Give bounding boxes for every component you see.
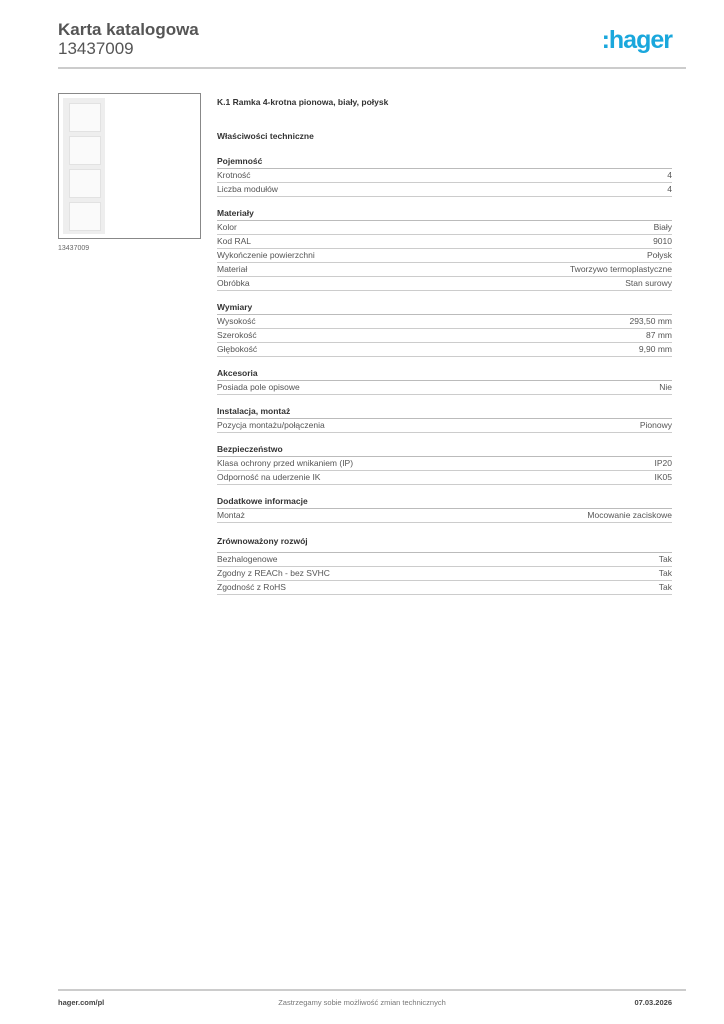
spec-row — [217, 343, 672, 357]
logo-text: hager — [608, 26, 672, 54]
spec-section — [217, 367, 672, 395]
spec-label: Posiada pole opisowe — [217, 382, 300, 392]
spec-label: Zgodność z RoHS — [217, 582, 286, 592]
spec-section — [217, 207, 672, 291]
spec-value: IK05 — [654, 472, 672, 482]
spec-label: Krotność — [217, 170, 251, 180]
spec-row — [217, 329, 672, 343]
section-heading: Wymiary — [217, 301, 672, 315]
spec-row — [217, 457, 672, 471]
footer-date: 07.03.2026 — [634, 998, 672, 1007]
spec-label: Bezhalogenowe — [217, 554, 278, 564]
header-divider — [58, 67, 686, 69]
spec-row — [217, 249, 672, 263]
product-title: K.1 Ramka 4-krotna pionowa, biały, połysk — [217, 97, 389, 107]
section-heading: Akcesoria — [217, 367, 672, 381]
spec-value: 293,50 mm — [629, 316, 672, 326]
spec-section — [217, 155, 672, 197]
spec-label: Kolor — [217, 222, 237, 232]
spec-label: Klasa ochrony przed wnikaniem (IP) — [217, 458, 354, 468]
spec-value: 87 mm — [646, 330, 672, 340]
footer-website[interactable]: hager.com/pl — [58, 998, 105, 1007]
spec-row — [217, 381, 672, 395]
spec-label: Obróbka — [217, 278, 250, 288]
spec-row — [217, 169, 672, 183]
spec-section — [217, 535, 672, 595]
section-heading: Dodatkowe informacje — [217, 495, 672, 509]
spec-value: Tworzywo termoplastyczne — [569, 264, 672, 274]
tech-heading: Właściwości techniczne — [217, 131, 314, 141]
spec-content — [217, 95, 672, 595]
spec-row — [217, 567, 672, 581]
section-heading: Zrównoważony rozwój — [217, 535, 672, 553]
spec-section — [217, 443, 672, 485]
spec-row — [217, 277, 672, 291]
page-title: Karta katalogowa — [58, 20, 199, 39]
footer-divider — [58, 989, 686, 991]
spec-section — [217, 495, 672, 523]
spec-value: Stan surowy — [625, 278, 672, 288]
spec-label: Montaż — [217, 510, 245, 520]
spec-row — [217, 471, 672, 485]
spec-label: Liczba modułów — [217, 184, 278, 194]
spec-value: 4 — [667, 184, 672, 194]
spec-value: Pionowy — [639, 420, 672, 430]
spec-row — [217, 509, 672, 523]
spec-label: Materiał — [217, 264, 248, 274]
section-heading: Pojemność — [217, 155, 672, 169]
spec-row — [217, 581, 672, 595]
frame-cell — [69, 103, 101, 132]
spec-label: Głębokość — [217, 344, 258, 354]
spec-section — [217, 405, 672, 433]
spec-label: Kod RAL — [217, 236, 252, 246]
frame-illustration — [63, 98, 105, 234]
product-image — [58, 93, 201, 239]
spec-row — [217, 419, 672, 433]
product-code: 13437009 — [58, 39, 134, 58]
spec-value: Nie — [659, 382, 672, 392]
spec-row — [217, 235, 672, 249]
section-heading: Materiały — [217, 207, 672, 221]
spec-value: 9010 — [653, 236, 672, 246]
spec-value: Tak — [658, 582, 672, 592]
spec-value: Mocowanie zaciskowe — [587, 510, 672, 520]
spec-row — [217, 263, 672, 277]
spec-value: Połysk — [646, 250, 672, 260]
spec-row — [217, 553, 672, 567]
spec-row — [217, 183, 672, 197]
spec-section — [217, 301, 672, 357]
hager-logo: :hager — [601, 26, 672, 54]
spec-label: Odporność na uderzenie IK — [217, 472, 321, 482]
spec-row — [217, 315, 672, 329]
spec-value: 9,90 mm — [638, 344, 672, 354]
spec-label: Zgodny z REACh - bez SVHC — [217, 568, 330, 578]
frame-cell — [69, 169, 101, 198]
spec-label: Wykończenie powierzchni — [217, 250, 315, 260]
section-heading: Instalacja, montaż — [217, 405, 672, 419]
spec-row — [217, 221, 672, 235]
section-heading: Bezpieczeństwo — [217, 443, 672, 457]
spec-value: IP20 — [654, 458, 672, 468]
spec-label: Szerokość — [217, 330, 257, 340]
footer-notice: Zastrzegamy sobie możliwość zmian technicznych — [278, 998, 446, 1007]
spec-value: Tak — [658, 568, 672, 578]
frame-cell — [69, 136, 101, 165]
spec-value: Biały — [653, 222, 672, 232]
image-caption: 13437009 — [58, 245, 90, 252]
spec-value: Tak — [658, 554, 672, 564]
frame-cell — [69, 202, 101, 231]
spec-label: Wysokość — [217, 316, 256, 326]
spec-label: Pozycja montażu/połączenia — [217, 420, 325, 430]
spec-value: 4 — [667, 170, 672, 180]
